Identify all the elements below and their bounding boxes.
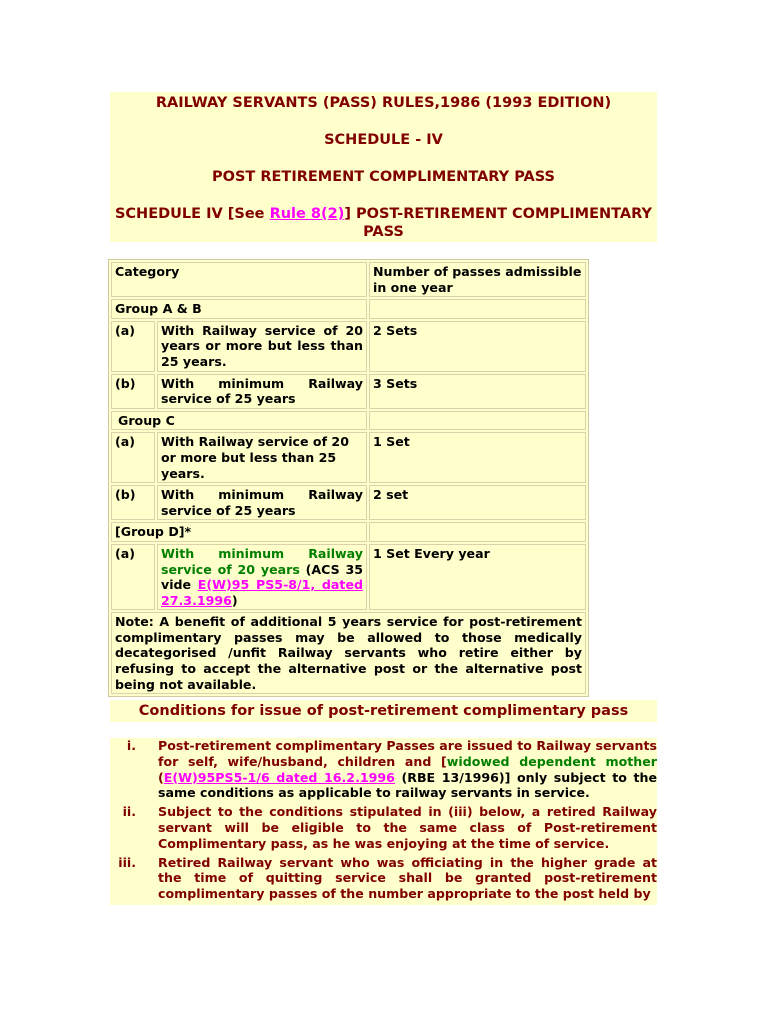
row-description: With minimum Railway service of 25 years (157, 485, 367, 520)
list-item (110, 855, 657, 902)
passes-table (108, 259, 589, 697)
pass-title: POST RETIREMENT COMPLIMENTARY PASS (212, 169, 555, 185)
passes-header: Number of passes admissible in one year (369, 262, 586, 297)
item-number: ii. (122, 804, 136, 820)
acs-text: (ACS 35 vide (161, 561, 363, 593)
circular-link[interactable]: E(W)95PS5-1/6 dated 16.2.1996 (163, 769, 395, 785)
green-text: With minimum Railway service of 20 years (161, 545, 363, 577)
group-ab-label: Group A & B (111, 299, 367, 319)
item-number: iii. (118, 854, 136, 870)
list-item (110, 738, 657, 801)
header-box (110, 92, 657, 242)
table-row (111, 411, 586, 431)
row-value: 1 Set Every year (369, 544, 586, 610)
row-value: 1 Set (369, 432, 586, 483)
subtitle-prefix: SCHEDULE IV [See (114, 206, 270, 222)
item-text: Post-retirement complimentary Passes are issued to Railway servants for self, wife/husband, children and [ (158, 738, 657, 769)
conditions-title: Conditions for issue of post-retirement complimentary pass (110, 700, 657, 722)
row-label: (a) (111, 544, 155, 610)
document-title: RAILWAY SERVANTS (PASS) RULES,1986 (1993 EDITION) (155, 95, 612, 111)
row-description: With Railway service of 20 years or more but less than 25 years. (157, 321, 367, 372)
green-text: widowed dependent mother (446, 753, 657, 769)
row-description: With Railway service of 20 or more but less than 25 years. (157, 432, 367, 483)
schedule-subtitle (110, 205, 657, 241)
item-text: Retired Railway servant who was officiating in the higher grade at the time of quitting service shall be granted post-retirement complimentary passes of the number appropriate to the post held by (158, 854, 657, 902)
table-row (111, 374, 586, 409)
circular-link[interactable]: E(W)95 PS5-8/1, dated 27.3.1996 (161, 577, 363, 608)
row-value: 2 Sets (369, 321, 586, 372)
row-value: 3 Sets (369, 374, 586, 409)
row-label: (b) (111, 374, 155, 409)
table-row (111, 321, 586, 372)
close-paren: ) (231, 592, 238, 608)
row-label: (a) (111, 432, 155, 483)
table-row (111, 432, 586, 483)
empty-cell (369, 522, 586, 542)
group-c-label: Group C (111, 411, 367, 431)
table-row (111, 485, 586, 520)
item-number: i. (126, 738, 136, 753)
conditions-list (110, 738, 657, 905)
row-label: (a) (111, 321, 155, 372)
item-text: ( (158, 769, 164, 785)
empty-cell (369, 411, 586, 431)
empty-cell (369, 299, 586, 319)
note-row (111, 612, 586, 694)
list-item (110, 804, 657, 851)
table-row (111, 299, 586, 319)
table-header-row (111, 262, 586, 297)
item-text: Subject to the conditions stipulated in (iii) below, a retired Railway servant will be eligible to the same class of Post-retirement Complimentary pass, as he was enjoying at the time of service. (158, 804, 657, 851)
subtitle-suffix: ] POST-RETIREMENT COMPLIMENTARY PASS (344, 206, 653, 240)
row-description: With minimum Railway service of 25 years (157, 374, 367, 409)
note-text: Note: A benefit of additional 5 years service for post-retirement complimentary passes may be allowed to those medically decategorised /unfit Railway servants who retire either by refusing to accept the alternative post or the alternative post being not available. (111, 612, 586, 694)
row-description (157, 544, 367, 610)
table-row (111, 522, 586, 542)
item-text: (RBE 13/1996)] only subject to the same conditions as applicable to railway servants in service. (158, 769, 657, 801)
row-label: (b) (111, 485, 155, 520)
schedule-title: SCHEDULE - IV (324, 132, 443, 148)
row-value: 2 set (369, 485, 586, 520)
group-d-label: [Group D]* (111, 522, 367, 542)
category-header: Category (111, 262, 367, 297)
rule-8-2-link[interactable]: Rule 8(2) (269, 206, 345, 222)
table-row (111, 544, 586, 610)
